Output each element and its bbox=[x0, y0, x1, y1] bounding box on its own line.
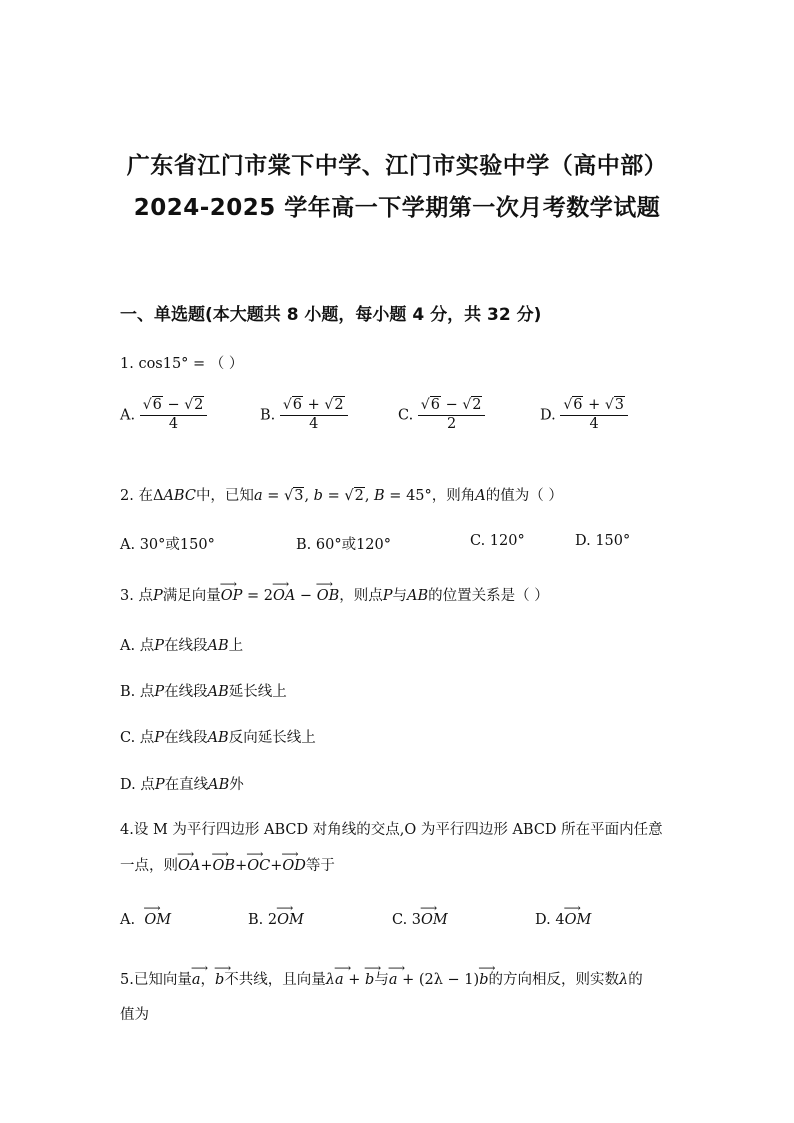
q1-option-b: B. $\frac{√6 + √2}{4}$ bbox=[260, 398, 348, 433]
q3-option-b: B. 点P在线段AB延长线上 bbox=[120, 684, 287, 700]
q1-option-c: C. $\frac{√6 - √2}{2}$ bbox=[398, 398, 485, 433]
question-5-stem-line1: 5.已知向量⟶ a，⟶ b不共线，且向量λ⟶ a + ⟶ b与⟶ a + (2λ − 1)⟶ b的方向相反，则实数λ的 bbox=[120, 968, 643, 989]
question-5-stem-line2: 值为 bbox=[120, 1007, 149, 1023]
q1-option-d: D. $\frac{√6 + √3}{4}$ bbox=[540, 398, 628, 433]
question-2-stem: 2. 在ΔABC中，已知a = √3, b = √2, B = 45°，则角A的值为（ ） bbox=[120, 488, 563, 504]
question-1-stem: 1. cos15° = （ ） bbox=[120, 356, 244, 372]
q4-option-b: B. 2⟶ OM bbox=[248, 912, 304, 928]
q3-option-c: C. 点P在线段AB反向延长线上 bbox=[120, 730, 316, 746]
q3-option-d: D. 点P在直线AB外 bbox=[120, 777, 244, 793]
question-4-stem-line2: 一点，则⟶ OA+⟶ OB+⟶ OC+⟶ OD等于 bbox=[120, 854, 335, 875]
question-4-stem-line1: 4.设 M 为平行四边形 ABCD 对角线的交点,O 为平行四边形 ABCD 所在平面内任意 bbox=[120, 822, 663, 838]
q1-option-c-fraction: $\frac{√6 - √2}{2}$ bbox=[418, 398, 486, 433]
q1-option-b-fraction: $\frac{√6 + √2}{4}$ bbox=[280, 398, 348, 433]
q4-option-d: D. 4⟶ OM bbox=[535, 912, 591, 928]
question-3-stem: 3. 点P满足向量⟶ OP = 2⟶ OA − ⟶ OB，则点P与AB的位置关系是（ ） bbox=[120, 584, 549, 605]
q4-option-a: A. ⟶ OM bbox=[120, 912, 171, 928]
q1-option-a-fraction: $\frac{√6 - √2}{4}$ bbox=[140, 398, 208, 433]
q2-option-b: B. 60°或120° bbox=[296, 537, 392, 553]
exam-title-line1: 广东省江门市棠下中学、江门市实验中学（高中部） bbox=[126, 153, 668, 179]
q2-option-d: D. 150° bbox=[575, 533, 631, 549]
q3-option-a: A. 点P在线段AB上 bbox=[120, 638, 244, 654]
section-heading: 一、单选题(本大题共 8 小题，每小题 4 分，共 32 分) bbox=[120, 305, 542, 325]
exam-title-line2: 2024-2025 学年高一下学期第一次月考数学试题 bbox=[133, 195, 661, 221]
q2-option-c: C. 120° bbox=[470, 533, 525, 549]
q1-option-d-fraction: $\frac{√6 + √3}{4}$ bbox=[560, 398, 628, 433]
q4-option-c: C. 3⟶ OM bbox=[392, 912, 448, 928]
q2-option-a: A. 30°或150° bbox=[120, 537, 215, 553]
q1-option-a: A. $\frac{√6 - √2}{4}$ bbox=[120, 398, 207, 433]
